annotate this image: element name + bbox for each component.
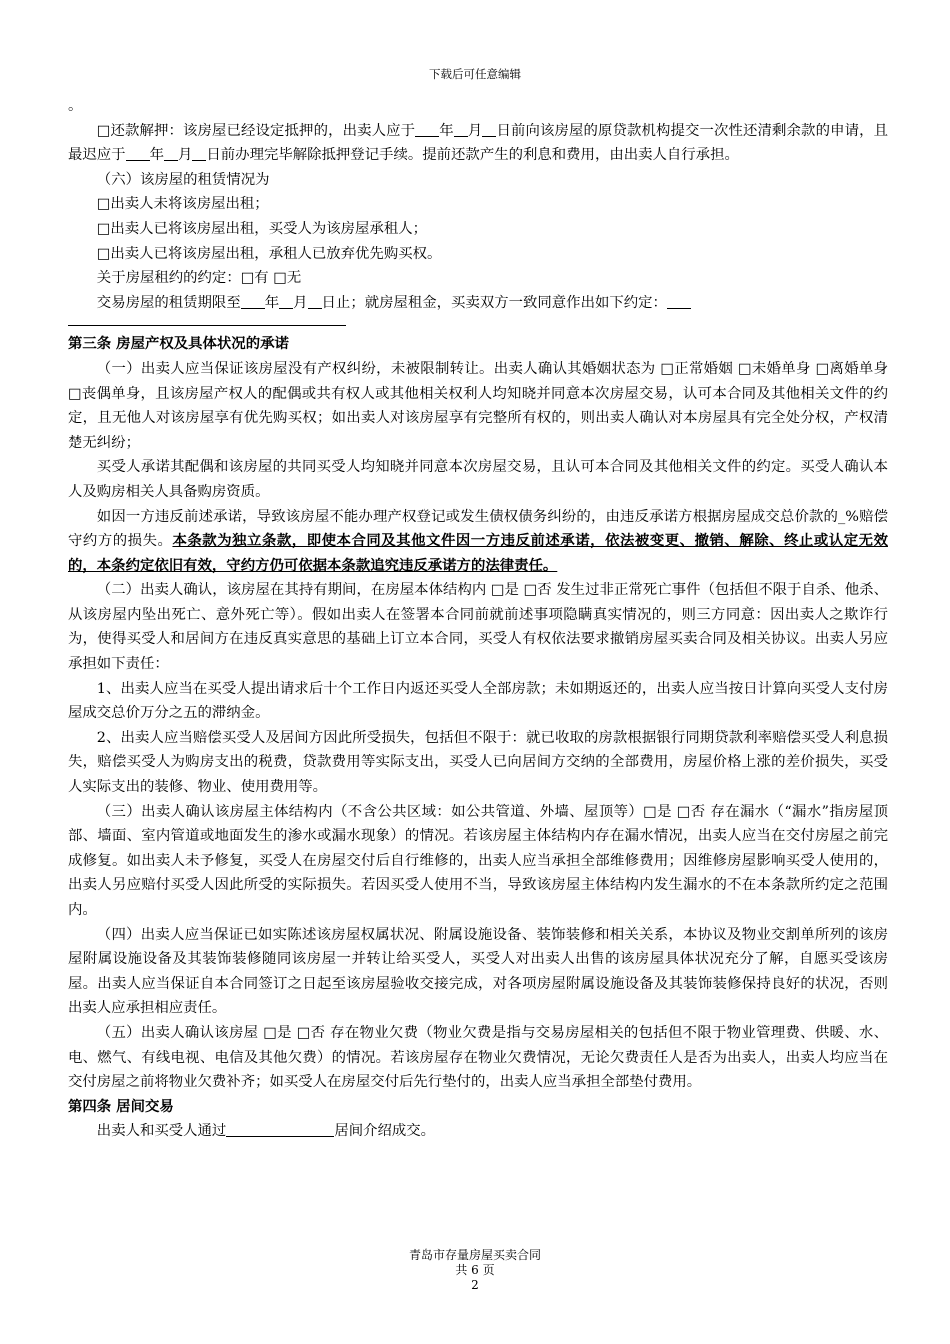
blank-year[interactable]	[415, 121, 439, 136]
article-4-heading: 第四条 居间交易	[68, 1097, 174, 1115]
repayment-release-clause: □还款解押：该房屋已经设定抵押的，出卖人应于 年 月 日前向该房屋的原贷款机构提交一次性还清剩余款的申请，且最迟应于 年 月 日前办理完毕解除抵押登记手续。提前还款产生的利息和费用，由出卖人自行承担。	[68, 122, 888, 164]
clause-3-3: （三）出卖人确认该房屋主体结构内（不含公共区域：如公共管道、外墙、屋顶等）□是 □否 存在漏水（“漏水”指房屋顶部、墙面、室内管道或地面发生的渗水或漏水现象）的情况。若该房屋主体结构内存在漏水情况，出卖人应当在交付房屋之前完成修复。如出卖人未予修复，买受人在房屋交付后自行维修的，出卖人应当承担全部维修费用；因维修房屋影响买受人使用的，出卖人另应赔付买受人因此所受的实际损失。若因买受人使用不当，导致该房屋主体结构内发生漏水的不在本条款所约定之范围内。	[68, 803, 888, 918]
lease-option-2: □出卖人已将该房屋出租，买受人为该房屋承租人；	[96, 220, 427, 237]
clause-3-2-item-2: 2、出卖人应当赔偿买受人及居间方因此所受损失，包括但不限于：就已收取的房款根据银行同期贷款利率赔偿买受人利息损失，赔偿买受人为购房支出的税费，贷款费用等实际支出，买受人已向居间方交纳的全部费用，房屋价格上涨的差价损失，买受人实际支出的装修、物业、使用费用等。	[68, 729, 888, 796]
clause-3-2-item-1: 1、出卖人应当在买受人提出请求后十个工作日内返还买受人全部房款；未如期返还的，出卖人应当按日计算向买受人支付房屋成交总价万分之五的滞纳金。	[68, 680, 888, 722]
paragraph-fragment: 。	[68, 98, 83, 114]
fill-in-line	[68, 325, 346, 326]
lease-status-heading: （六）该房屋的租赁情况为	[96, 171, 270, 188]
blank-year[interactable]	[241, 293, 265, 308]
clause-3-1: （一）出卖人应当保证该房屋没有产权纠纷，未被限制转让。出卖人确认其婚姻状态为 □正常婚姻 □未婚单身 □离婚单身 □丧偶单身，且该房屋产权人的配偶或共有权人或其他相关权利人均知晓并同意本次房屋交易，认可本合同及其他相关文件的约定，且无他人对该房屋享有优先购买权；如出卖人对该房屋享有完整所有权的，则出卖人确认对本房屋具有完全处分权，产权清楚无纠纷；	[68, 360, 888, 451]
blank-year[interactable]	[126, 146, 150, 161]
article-3-heading: 第三条 房屋产权及具体状况的承诺	[68, 335, 289, 353]
footer-page-number: 2	[471, 1278, 479, 1292]
page-header: 下载后可任意编辑	[429, 67, 521, 81]
footer-title: 青岛市存量房屋买卖合同	[408, 1248, 541, 1262]
contract-body	[68, 94, 888, 1144]
blank-month[interactable]	[279, 293, 293, 308]
clause-3-5: （五）出卖人确认该房屋 □是 □否 存在物业欠费（物业欠费是指与交易房屋相关的包括但不限于物业管理费、供暖、水、电、燃气、有线电视、电信及其他欠费）的情况。若该房屋存在物业欠费情况，无论欠费责任人是否为出卖人，出卖人均应当在交付房屋之前将物业欠费补齐；如买受人在房屋交付后先行垫付的，出卖人应当承担全部垫付费用。	[68, 1024, 888, 1091]
clause-3-4: （四）出卖人应当保证已如实陈述该房屋权属状况、附属设施设备、装饰装修和相关关系，本协议及物业交割单所列的该房屋附属设施设备及其装饰装修随同该房屋一并转让给买受人，买受人对出卖人出售的该房屋具体状况充分了解，自愿买受该房屋。出卖人应当保证自本合同签订之日起至该房屋验收交接完成，对各项房屋附属设施设备及其装饰装修保持良好的状况，否则出卖人应承担相应责任。	[68, 926, 888, 1017]
clause-3-1-buyer: 买受人承诺其配偶和该房屋的共同买受人均知晓并同意本次房屋交易，且认可本合同及其他相关文件的约定。买受人确认本人及购房相关人具备购房资质。	[68, 459, 888, 500]
blank-day[interactable]	[308, 293, 322, 308]
footer-page-count: 共 6 页	[455, 1263, 495, 1277]
blank-day[interactable]	[192, 146, 206, 161]
lease-term-clause: 交易房屋的租赁期限至 年 月 日止；就房屋租金，买卖双方一致同意作出如下约定：	[68, 291, 888, 316]
lease-option-1: □出卖人未将该房屋出租；	[96, 196, 269, 213]
clause-3-1-breach: 如因一方违反前述承诺，导致该房屋不能办理产权登记或发生债权债务纠纷的，由违反承诺方根据房屋成交总价款的_%赔偿守约方的损失。本条款为独立条款，即使本合同及其他文件因一方违反前述承诺，依法被变更、撤销、解除、终止或认定无效的，本条约定依旧有效，守约方仍可依据本条款追究违反承诺方的法律责任。	[68, 508, 888, 574]
lease-option-3: □出卖人已将该房屋出租，承租人已放弃优先购买权。	[96, 245, 442, 262]
blank-month[interactable]	[164, 146, 178, 161]
independent-clause-text: 本条款为独立条款，即使本合同及其他文件因一方违反前述承诺，依法被变更、撤销、解除、终止或认定无效的，本条约定依旧有效，守约方仍可依据本条款追究违反承诺方的法律责任。	[68, 532, 888, 574]
blank-month[interactable]	[454, 121, 468, 136]
clause-3-2: （二）出卖人确认，该房屋在其持有期间，在房屋本体结构内 □是 □否 发生过非正常死亡事件（包括但不限于自杀、他杀、从该房屋内坠出死亡、意外死亡等）。假如出卖人在签署本合同前就前述事项隐瞒真实情况的，则三方同意：因出卖人之欺诈行为，使得买受人和居间方在违反真实意思的基础上订立本合同，买受人有权依法要求撤销房屋买卖合同及相关协议。出卖人另应承担如下责任：	[68, 582, 888, 673]
clause-4-intro: 出卖人和买受人通过 居间介绍成交。	[96, 1123, 436, 1140]
lease-agreement-option: 关于房屋租约的约定：□有 □无	[96, 270, 302, 287]
blank-rent-terms[interactable]	[667, 293, 691, 308]
blank-agency-name[interactable]	[226, 1122, 334, 1137]
blank-day[interactable]	[482, 121, 496, 136]
